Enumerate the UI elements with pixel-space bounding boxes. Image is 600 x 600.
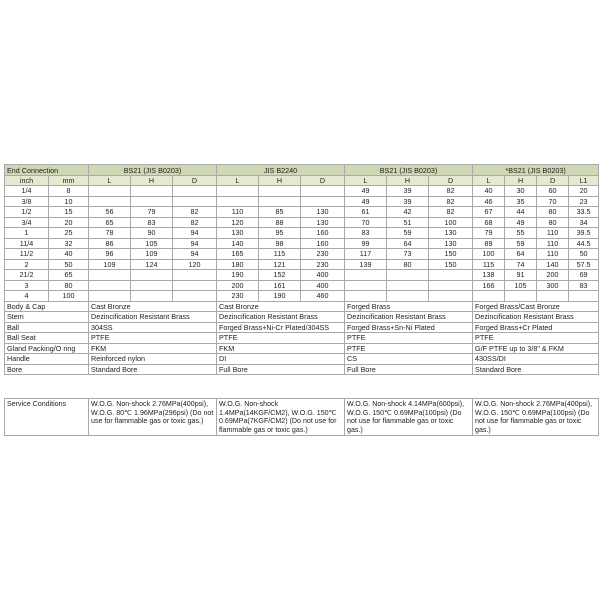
- g4-dimension-cell: 140: [537, 259, 569, 270]
- g1-dimension-cell: 109: [89, 259, 131, 270]
- g3-dimension-cell: 64: [387, 238, 429, 249]
- g3-dimension-cell: 39: [387, 186, 429, 197]
- g3-dimension-cell: 99: [345, 238, 387, 249]
- material-g2: DI: [217, 354, 345, 365]
- g2-dimension-cell: [301, 196, 345, 207]
- g2-l-header: L: [217, 176, 259, 186]
- g3-dimension-cell: 70: [345, 217, 387, 228]
- g4-dimension-cell: 300: [537, 280, 569, 291]
- group-header-bs21-3: *BS21 (JIS B0203): [473, 165, 599, 176]
- g1-dimension-cell: 82: [173, 217, 217, 228]
- material-g2: Full Bore: [217, 364, 345, 375]
- inch-cell: 3: [5, 280, 49, 291]
- g2-dimension-cell: 460: [301, 291, 345, 302]
- g1-d-header: D: [173, 176, 217, 186]
- material-g1: 304SS: [89, 322, 217, 333]
- g1-dimension-cell: 124: [131, 259, 173, 270]
- g4-dimension-cell: 59: [505, 238, 537, 249]
- material-label: Ball Seat: [5, 333, 89, 344]
- g2-h-header: H: [259, 176, 301, 186]
- g4-dimension-cell: 57.5: [569, 259, 599, 270]
- g3-dimension-cell: [387, 291, 429, 302]
- g3-dimension-cell: [345, 270, 387, 281]
- g2-dimension-cell: 190: [217, 270, 259, 281]
- g2-dimension-cell: 165: [217, 249, 259, 260]
- g1-dimension-cell: [131, 291, 173, 302]
- inch-cell: 1: [5, 228, 49, 239]
- material-g3: Dezincification Resistant Brass: [345, 312, 473, 323]
- g1-dimension-cell: 83: [131, 217, 173, 228]
- inch-cell: 11/2: [5, 249, 49, 260]
- g3-dimension-cell: [345, 280, 387, 291]
- size-row: [5, 270, 599, 281]
- g4-dimension-cell: 200: [537, 270, 569, 281]
- size-row: [5, 238, 599, 249]
- g4-dimension-cell: [473, 291, 505, 302]
- material-g2: PTFE: [217, 333, 345, 344]
- g3-dimension-cell: [387, 270, 429, 281]
- g4-dimension-cell: 80: [537, 207, 569, 218]
- material-row: [5, 333, 599, 344]
- g4-dimension-cell: 105: [505, 280, 537, 291]
- g1-dimension-cell: [173, 291, 217, 302]
- g4-dimension-cell: 69: [569, 270, 599, 281]
- g1-dimension-cell: 94: [173, 249, 217, 260]
- material-row: [5, 322, 599, 333]
- mm-cell: 100: [49, 291, 89, 302]
- material-g4: Dezincification Resistant Brass: [473, 312, 599, 323]
- material-g3: PTFE: [345, 343, 473, 354]
- g3-h-header: H: [387, 176, 429, 186]
- end-connection-header: End Connection: [5, 165, 89, 176]
- mm-cell: 8: [49, 186, 89, 197]
- g1-dimension-cell: [173, 270, 217, 281]
- material-g2: FKM: [217, 343, 345, 354]
- g3-dimension-cell: 117: [345, 249, 387, 260]
- g1-dimension-cell: 65: [89, 217, 131, 228]
- dimension-spec-table: [4, 164, 599, 375]
- g1-dimension-cell: 78: [89, 228, 131, 239]
- material-label: Body & Cap: [5, 301, 89, 312]
- g3-dimension-cell: [345, 291, 387, 302]
- g1-dimension-cell: 109: [131, 249, 173, 260]
- g2-dimension-cell: [301, 186, 345, 197]
- g3-dimension-cell: 82: [429, 186, 473, 197]
- g1-dimension-cell: 105: [131, 238, 173, 249]
- g3-dimension-cell: [387, 280, 429, 291]
- g3-dimension-cell: 82: [429, 196, 473, 207]
- g1-dimension-cell: [173, 280, 217, 291]
- g2-dimension-cell: 95: [259, 228, 301, 239]
- g1-dimension-cell: [89, 270, 131, 281]
- g2-dimension-cell: 190: [259, 291, 301, 302]
- material-g4: Standard Bore: [473, 364, 599, 375]
- g2-dimension-cell: [259, 196, 301, 207]
- g3-dimension-cell: 139: [345, 259, 387, 270]
- group-header-bs21-2: BS21 (JIS B0203): [345, 165, 473, 176]
- material-g4: Forged Brass+Cr Plated: [473, 322, 599, 333]
- material-g3: Forged Brass+Sn-Ni Plated: [345, 322, 473, 333]
- material-label: Bore: [5, 364, 89, 375]
- g3-dimension-cell: [429, 280, 473, 291]
- g1-dimension-cell: [89, 186, 131, 197]
- g2-dimension-cell: 85: [259, 207, 301, 218]
- material-g2: Forged Brass+Ni-Cr Plated/304SS: [217, 322, 345, 333]
- size-row: [5, 228, 599, 239]
- g2-dimension-cell: 160: [301, 228, 345, 239]
- g2-dimension-cell: 115: [259, 249, 301, 260]
- g4-dimension-cell: 55: [505, 228, 537, 239]
- size-row: [5, 207, 599, 218]
- g4-dimension-cell: 60: [537, 186, 569, 197]
- mm-cell: 32: [49, 238, 89, 249]
- g3-dimension-cell: 61: [345, 207, 387, 218]
- material-g3: PTFE: [345, 333, 473, 344]
- g4-dimension-cell: 68: [473, 217, 505, 228]
- g4-dimension-cell: 83: [569, 280, 599, 291]
- material-g1: Dezincification Resistant Brass: [89, 312, 217, 323]
- material-label: Gland Packing/O ring: [5, 343, 89, 354]
- g4-dimension-cell: 34: [569, 217, 599, 228]
- g2-d-header: D: [301, 176, 345, 186]
- g3-dimension-cell: 51: [387, 217, 429, 228]
- g4-dimension-cell: 115: [473, 259, 505, 270]
- g2-dimension-cell: 400: [301, 280, 345, 291]
- service-conditions-g3: W.O.G. Non-shock 4.14MPa(600psi), W.O.G. 150℃ 0.69MPa(100psi) (Do not use for flammable gas or toxic gas.): [345, 399, 473, 436]
- g1-dimension-cell: 56: [89, 207, 131, 218]
- g1-dimension-cell: [131, 196, 173, 207]
- g4-d-header: D: [537, 176, 569, 186]
- material-g1: Cast Bronze: [89, 301, 217, 312]
- g4-h-header: H: [505, 176, 537, 186]
- g1-dimension-cell: 79: [131, 207, 173, 218]
- g1-dimension-cell: [173, 196, 217, 207]
- g4-dimension-cell: [537, 291, 569, 302]
- group-header-jis-b2240: JIS B2240: [217, 165, 345, 176]
- g1-dimension-cell: 94: [173, 228, 217, 239]
- inch-cell: 21/2: [5, 270, 49, 281]
- inch-cell: 1/4: [5, 186, 49, 197]
- material-g1: Reinforced nylon: [89, 354, 217, 365]
- g1-h-header: H: [131, 176, 173, 186]
- g3-dimension-cell: 83: [345, 228, 387, 239]
- g3-dimension-cell: 42: [387, 207, 429, 218]
- mm-header: mm: [49, 176, 89, 186]
- g4-dimension-cell: 70: [537, 196, 569, 207]
- material-g3: Forged Brass: [345, 301, 473, 312]
- g4-dimension-cell: 80: [537, 217, 569, 228]
- g4-dimension-cell: 20: [569, 186, 599, 197]
- mm-cell: 10: [49, 196, 89, 207]
- inch-cell: 3/4: [5, 217, 49, 228]
- g1-dimension-cell: 96: [89, 249, 131, 260]
- g4-dimension-cell: 39.5: [569, 228, 599, 239]
- sub-header-row: [5, 176, 599, 186]
- g4-dimension-cell: 30: [505, 186, 537, 197]
- g2-dimension-cell: 200: [217, 280, 259, 291]
- g4-dimension-cell: 50: [569, 249, 599, 260]
- g1-dimension-cell: [131, 186, 173, 197]
- g3-dimension-cell: [429, 291, 473, 302]
- g2-dimension-cell: 130: [301, 217, 345, 228]
- g1-dimension-cell: 94: [173, 238, 217, 249]
- service-conditions-table: [4, 398, 599, 436]
- g2-dimension-cell: 130: [217, 228, 259, 239]
- material-g1: Standard Bore: [89, 364, 217, 375]
- g2-dimension-cell: 400: [301, 270, 345, 281]
- g2-dimension-cell: 110: [217, 207, 259, 218]
- service-conditions-row: [5, 399, 599, 436]
- g4-l-header: L: [473, 176, 505, 186]
- inch-cell: 3/8: [5, 196, 49, 207]
- g1-l-header: L: [89, 176, 131, 186]
- material-row: [5, 354, 599, 365]
- size-row: [5, 291, 599, 302]
- g4-dimension-cell: 33.5: [569, 207, 599, 218]
- g3-dimension-cell: 150: [429, 259, 473, 270]
- g2-dimension-cell: [217, 186, 259, 197]
- g2-dimension-cell: 180: [217, 259, 259, 270]
- material-label: Ball: [5, 322, 89, 333]
- material-g2: Dezincification Resistant Brass: [217, 312, 345, 323]
- g4-dimension-cell: 79: [473, 228, 505, 239]
- g3-dimension-cell: 39: [387, 196, 429, 207]
- g4-dimension-cell: 110: [537, 249, 569, 260]
- g1-dimension-cell: 86: [89, 238, 131, 249]
- g1-dimension-cell: 120: [173, 259, 217, 270]
- g2-dimension-cell: 230: [301, 259, 345, 270]
- g4-dimension-cell: 44: [505, 207, 537, 218]
- g1-dimension-cell: [89, 280, 131, 291]
- g4-dimension-cell: 46: [473, 196, 505, 207]
- service-conditions-label: Service Conditions: [5, 399, 89, 436]
- g2-dimension-cell: 161: [259, 280, 301, 291]
- material-row: [5, 364, 599, 375]
- g4-dimension-cell: 91: [505, 270, 537, 281]
- inch-cell: 11/4: [5, 238, 49, 249]
- g3-dimension-cell: 130: [429, 238, 473, 249]
- size-row: [5, 259, 599, 270]
- g2-dimension-cell: 88: [259, 217, 301, 228]
- size-row: [5, 196, 599, 207]
- g3-dimension-cell: 59: [387, 228, 429, 239]
- g2-dimension-cell: 120: [217, 217, 259, 228]
- material-g4: Forged Brass/Cast Bronze: [473, 301, 599, 312]
- material-g2: Cast Bronze: [217, 301, 345, 312]
- g4-dimension-cell: 49: [505, 217, 537, 228]
- mm-cell: 80: [49, 280, 89, 291]
- g4-dimension-cell: 64: [505, 249, 537, 260]
- g1-dimension-cell: 90: [131, 228, 173, 239]
- g4-dimension-cell: 44.5: [569, 238, 599, 249]
- material-g1: FKM: [89, 343, 217, 354]
- g4-dimension-cell: 100: [473, 249, 505, 260]
- g4-dimension-cell: 138: [473, 270, 505, 281]
- g2-dimension-cell: 121: [259, 259, 301, 270]
- g3-dimension-cell: 49: [345, 186, 387, 197]
- inch-cell: 1/2: [5, 207, 49, 218]
- material-label: Stem: [5, 312, 89, 323]
- g3-dimension-cell: 150: [429, 249, 473, 260]
- g1-dimension-cell: [173, 186, 217, 197]
- g3-dimension-cell: 82: [429, 207, 473, 218]
- g4-dimension-cell: 110: [537, 228, 569, 239]
- g4-dimension-cell: [569, 291, 599, 302]
- inch-cell: 2: [5, 259, 49, 270]
- g3-d-header: D: [429, 176, 473, 186]
- g2-dimension-cell: 130: [301, 207, 345, 218]
- mm-cell: 15: [49, 207, 89, 218]
- service-conditions-g1: W.O.G. Non-shock 2.76MPa(400psi), W.O.G. 80℃ 1.96MPa(296psi) (Do not use for flammable gas or toxic gas.): [89, 399, 217, 436]
- material-g4: PTFE: [473, 333, 599, 344]
- g3-dimension-cell: 49: [345, 196, 387, 207]
- mm-cell: 25: [49, 228, 89, 239]
- material-row: [5, 312, 599, 323]
- g1-dimension-cell: [131, 270, 173, 281]
- mm-cell: 65: [49, 270, 89, 281]
- g1-dimension-cell: 82: [173, 207, 217, 218]
- material-row: [5, 343, 599, 354]
- material-g1: PTFE: [89, 333, 217, 344]
- g1-dimension-cell: [89, 196, 131, 207]
- group-header-row: [5, 165, 599, 176]
- g4-dimension-cell: 23: [569, 196, 599, 207]
- material-g3: CS: [345, 354, 473, 365]
- service-conditions-g4: W.O.G. Non-shock 2.76MPa(400psi), W.O.G. 150℃ 0.69MPa(100psi) (Do not use for flammable gas or toxic gas.): [473, 399, 599, 436]
- size-row: [5, 280, 599, 291]
- g4-dimension-cell: 67: [473, 207, 505, 218]
- g4-dimension-cell: 40: [473, 186, 505, 197]
- g4-dimension-cell: 89: [473, 238, 505, 249]
- g2-dimension-cell: [259, 186, 301, 197]
- g2-dimension-cell: [217, 196, 259, 207]
- g3-dimension-cell: 130: [429, 228, 473, 239]
- material-row: [5, 301, 599, 312]
- material-label: Handle: [5, 354, 89, 365]
- g2-dimension-cell: 98: [259, 238, 301, 249]
- service-conditions-g2: W.O.G. Non-shock 1.4MPa(14KGF/CM2), W.O.G. 150℃ 0.69MPa(7KGF/CM2) (Do not use for flammable gas or toxic gas.): [217, 399, 345, 436]
- g4-l1-header: L1: [569, 176, 599, 186]
- material-g4: 430SS/DI: [473, 354, 599, 365]
- g2-dimension-cell: 152: [259, 270, 301, 281]
- g3-dimension-cell: [429, 270, 473, 281]
- g4-dimension-cell: [505, 291, 537, 302]
- g2-dimension-cell: 230: [301, 249, 345, 260]
- g2-dimension-cell: 160: [301, 238, 345, 249]
- material-g4: G/F PTFE up to 3/8" & FKM: [473, 343, 599, 354]
- g3-l-header: L: [345, 176, 387, 186]
- size-row: [5, 217, 599, 228]
- inch-cell: 4: [5, 291, 49, 302]
- g4-dimension-cell: 110: [537, 238, 569, 249]
- material-g3: Full Bore: [345, 364, 473, 375]
- g2-dimension-cell: 140: [217, 238, 259, 249]
- g2-dimension-cell: 230: [217, 291, 259, 302]
- mm-cell: 40: [49, 249, 89, 260]
- group-header-bs21-1: BS21 (JIS B0203): [89, 165, 217, 176]
- g1-dimension-cell: [131, 280, 173, 291]
- g4-dimension-cell: 166: [473, 280, 505, 291]
- g3-dimension-cell: 100: [429, 217, 473, 228]
- g3-dimension-cell: 80: [387, 259, 429, 270]
- inch-header: inch: [5, 176, 49, 186]
- size-row: [5, 249, 599, 260]
- size-row: [5, 186, 599, 197]
- mm-cell: 50: [49, 259, 89, 270]
- g4-dimension-cell: 74: [505, 259, 537, 270]
- mm-cell: 20: [49, 217, 89, 228]
- g1-dimension-cell: [89, 291, 131, 302]
- g4-dimension-cell: 35: [505, 196, 537, 207]
- g3-dimension-cell: 73: [387, 249, 429, 260]
